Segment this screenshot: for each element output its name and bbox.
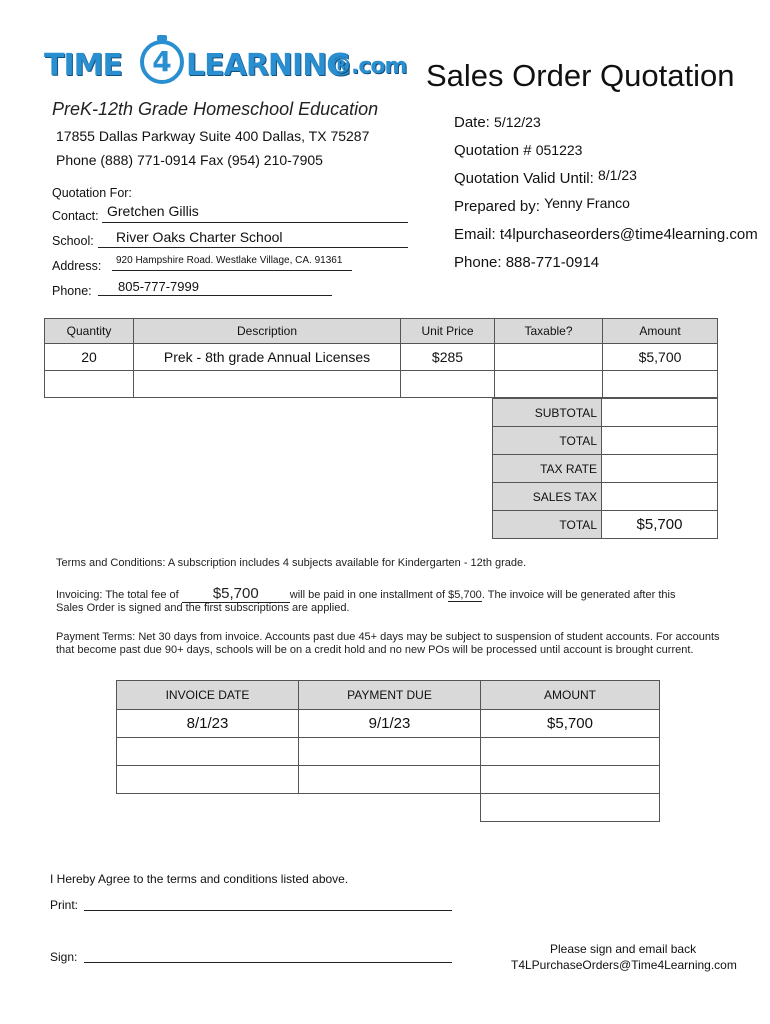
quote-number-label: Quotation # [454,142,532,159]
contact-value: Gretchen Gillis [107,203,199,219]
contact-label: Contact: [52,209,99,223]
date-label: Date: [454,114,490,131]
phone-info-label: Phone: [454,254,502,271]
invoicing-prefix: Invoicing: The total fee of [56,589,179,601]
invoicing-fee: $5,700 [182,585,290,603]
address-value: 920 Hampshire Road. Westlake Village, CA. 91361 [116,255,343,266]
quote-number-value: 051223 [535,142,583,158]
invoice-schedule-table [116,680,660,822]
contact-field[interactable] [102,202,408,223]
grand-total-row [493,511,718,539]
agreement-text: I Hereby Agree to the terms and conditions listed above. [50,872,349,886]
cell-payment-due[interactable]: 9/1/23 [299,710,481,738]
invoicing-mid: will be paid in one installment of [289,589,446,601]
date-value: 5/12/23 [494,114,541,130]
cell-invoice-amount[interactable] [481,766,660,794]
quote-valid-until [454,167,637,187]
logo-clock-four: 4 [140,40,184,84]
address-label: Address: [52,259,102,273]
tagline: PreK-12th Grade Homeschool Education [52,99,379,119]
phone-label: Phone: [52,284,92,298]
total-value[interactable] [602,427,718,455]
company-address: 17855 Dallas Parkway Suite 400 Dallas, TX 75287 [56,128,370,144]
header-description: Description [134,319,401,344]
print-name-field[interactable] [84,898,452,911]
line-items-table [44,318,718,398]
invoicing-installment: $5,700 [448,589,482,601]
table-row [117,738,660,766]
invoicing-terms [56,585,736,603]
header-invoice-date: INVOICE DATE [117,681,299,710]
school-label: School: [52,234,94,248]
cell-invoice-amount[interactable] [481,794,660,822]
header-amount: Amount [603,319,718,344]
sales-tax-value[interactable] [602,483,718,511]
prepared-by-label: Prepared by: [454,198,540,215]
school-value: River Oaks Charter School [116,229,283,245]
totals-table [492,398,718,539]
signature-field[interactable] [84,950,452,963]
sales-tax-row [493,483,718,511]
header-unit-price: Unit Price [401,319,495,344]
cell-quantity[interactable]: 20 [45,344,134,371]
print-label: Print: [50,898,79,912]
cell-invoice-date[interactable]: 8/1/23 [117,710,299,738]
header-invoice-amount: AMOUNT [481,681,660,710]
header-taxable: Taxable? [495,319,603,344]
phone-info-value: 888-771-0914 [505,254,600,271]
table-row [45,371,718,398]
sales-tax-label: SALES TAX [493,483,602,511]
table-row [117,794,660,822]
cell-payment-due [299,794,481,822]
terms-conditions: Terms and Conditions: A subscription includes 4 subjects available for Kindergarten - 12th grade. [56,557,527,569]
cell-amount[interactable] [603,371,718,398]
invoicing-line2: Sales Order is signed and the first subscriptions are applied. [56,602,350,614]
logo-text-time: TIME [44,48,122,83]
cell-taxable[interactable] [495,371,603,398]
table-row [45,344,718,371]
header-quantity: Quantity [45,319,134,344]
contact-email [454,226,758,243]
email-value: t4lpurchaseorders@time4learning.com [499,226,758,243]
quote-date [454,114,541,131]
cell-description[interactable] [134,371,401,398]
cell-quantity[interactable] [45,371,134,398]
subtotal-value[interactable] [602,399,718,427]
valid-until-label: Quotation Valid Until: [454,170,594,187]
cell-unit-price[interactable]: $285 [401,344,495,371]
invoicing-suffix: . The invoice will be generated after this [481,589,676,601]
document-title: Sales Order Quotation [426,58,735,93]
grand-total-value[interactable]: $5,700 [602,511,718,539]
cell-payment-due[interactable] [299,766,481,794]
tax-rate-value[interactable] [602,455,718,483]
quote-number [454,142,582,159]
cell-invoice-amount[interactable]: $5,700 [481,710,660,738]
table-header-row [117,681,660,710]
tax-rate-label: TAX RATE [493,455,602,483]
logo-text-com: ®.com [330,54,407,79]
prepared-by-value: Yenny Franco [544,195,630,211]
table-row [117,766,660,794]
cell-description[interactable]: Prek - 8th grade Annual Licenses [134,344,401,371]
cell-unit-price[interactable] [401,371,495,398]
sign-label: Sign: [50,950,78,964]
company-logo [44,45,407,92]
prepared-by [454,195,630,215]
subtotal-label: SUBTOTAL [493,399,602,427]
payment-terms: Payment Terms: Net 30 days from invoice. Accounts past due 45+ days may be subject to suspension of student accounts. For accounts that become past due 90+ days, schools will be on a credit hold and no new POs will be processed until account is brought current. [56,631,720,656]
contact-phone [454,254,599,271]
total-label: TOTAL [493,427,602,455]
valid-until-value: 8/1/23 [597,167,637,183]
table-row [117,710,660,738]
email-label: Email: [454,226,496,243]
subtotal-row [493,399,718,427]
cell-taxable[interactable] [495,344,603,371]
cell-invoice-date[interactable] [117,766,299,794]
total-row [493,427,718,455]
cell-invoice-date [117,794,299,822]
tax-rate-row [493,455,718,483]
cell-amount[interactable]: $5,700 [603,344,718,371]
sign-email[interactable]: T4LPurchaseOrders@Time4Learning.com [511,958,737,972]
cell-invoice-date[interactable] [117,738,299,766]
header-payment-due: PAYMENT DUE [299,681,481,710]
cell-invoice-amount[interactable] [481,738,660,766]
quotation-for-heading: Quotation For: [52,186,132,200]
phone-field[interactable] [98,278,332,296]
cell-payment-due[interactable] [299,738,481,766]
grand-total-label: TOTAL [493,511,602,539]
company-phone-fax: Phone (888) 771-0914 Fax (954) 210-7905 [56,152,323,168]
phone-value: 805-777-7999 [118,279,199,294]
address-field[interactable] [112,253,352,271]
sign-note: Please sign and email back [550,942,697,956]
table-header-row [45,319,718,344]
school-field[interactable] [98,227,408,248]
logo-text-learning: LEARNING [186,48,350,83]
